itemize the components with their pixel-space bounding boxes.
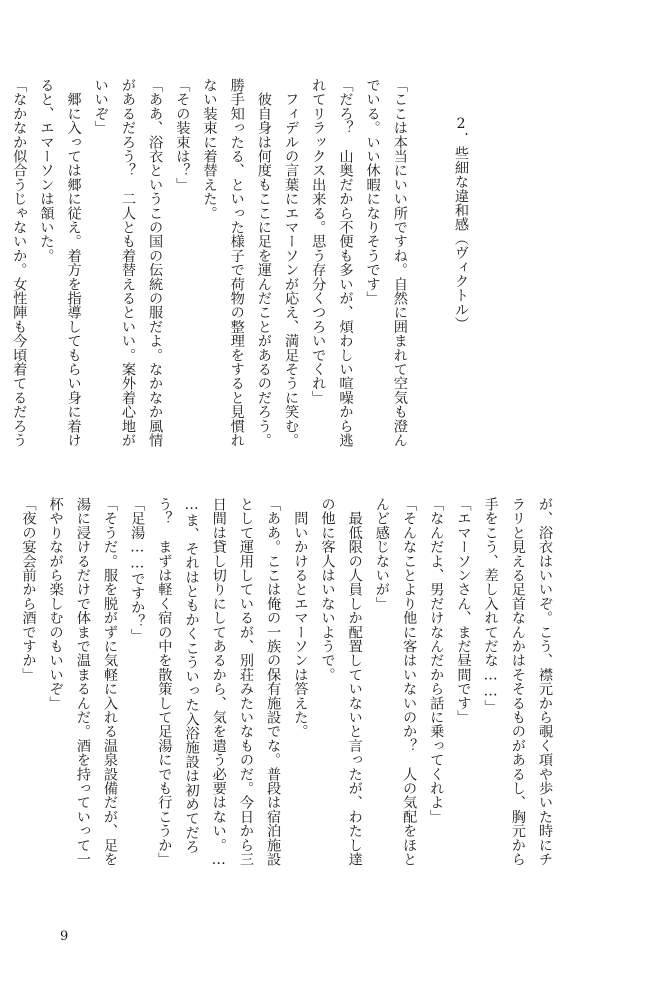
text-line: 杯やりながら楽しむのもいいぞ」 bbox=[47, 497, 64, 710]
text-line: として運用しているが、別荘みたいなものだ。今日から三 bbox=[237, 497, 254, 867]
text-line: 勝手知ったる、といった様子で荷物の整理をすると見慣れ bbox=[228, 78, 245, 448]
text-line: 問いかけるとエマーソンは答えた。 bbox=[292, 497, 309, 739]
text-line: う？ まずは軽く宿の中を散策して足湯にでも行こうか」 bbox=[156, 497, 173, 867]
text-line: ると、エマーソンは頷いた。 bbox=[38, 78, 55, 263]
text-line: 彼自身は何度もここに足を運んだことがあるのだろう。 bbox=[255, 78, 272, 448]
text-line: 湯に浸けるだけで体まで温まるんだ。酒を持っていって一 bbox=[74, 497, 91, 867]
text-line: ラリと見える足首なんかはそそるものがあるし、胸元から bbox=[509, 497, 526, 867]
text-line: いいぞ」 bbox=[92, 78, 109, 135]
text-line: 「だろ？ 山奥だから不便も多いが、煩わしい喧噪から逃 bbox=[337, 78, 354, 448]
text-line: 手をこう、差し入れてだな……」 bbox=[482, 497, 499, 714]
text-line: んど感じないが」 bbox=[373, 497, 390, 611]
text-line: …ま、それはともかくこういった入浴施設は初めてだろ bbox=[183, 497, 200, 854]
lower-text-block bbox=[14, 497, 558, 868]
upper-text-block bbox=[5, 78, 474, 448]
text-line: の他に客人はいないようで。 bbox=[319, 497, 336, 682]
text-line: が、浴衣はいいぞ。こう、襟元から覗く項や歩いた時にチ bbox=[537, 497, 553, 867]
text-line: 「ああ、浴衣というこの国の伝統の服だよ。なかなか風情 bbox=[147, 78, 164, 448]
text-line: 最低限の人員しか配置していないと言ったが、わたし達 bbox=[346, 497, 363, 867]
text-line: 「ああ。ここは俺の一族の保有施設でな。普段は宿泊施設 bbox=[265, 497, 282, 867]
text-line: 「そんなことより他に客はいないのか？ 人の気配をほと bbox=[401, 497, 418, 867]
page-number: 9 bbox=[60, 929, 69, 944]
text-line: 「夜の宴会前から酒ですか」 bbox=[20, 497, 37, 682]
text-line: ない装束に着替えた。 bbox=[201, 78, 218, 220]
text-line: 「エマーソンさん、まだ昼間です」 bbox=[455, 497, 472, 725]
text-line: れてリラックス出来る。思う存分くつろいでくれ」 bbox=[310, 78, 327, 405]
text-line: 「ここは本当にいい所ですね。自然に囲まれて空気も澄ん bbox=[391, 78, 408, 448]
text-line: 「なかなか似合うじゃないか。女性陣も今頃着てるだろう bbox=[11, 78, 28, 448]
text-line: フィデルの言葉にエマーソンが応え、満足そうに笑む。 bbox=[283, 78, 300, 448]
chapter-heading: 2．些細な違和感（ヴィクトル） bbox=[453, 116, 469, 331]
text-line: でいる。いい休暇になりそうです」 bbox=[364, 78, 381, 306]
text-line: があるだろう？ 二人とも着替えるといい。案外着心地が bbox=[119, 78, 136, 448]
text-line: 「その装束は？」 bbox=[174, 78, 191, 192]
text-line: 郷に入っては郷に従え。着方を指導してもらい身に着け bbox=[65, 78, 82, 448]
text-line: 「なんだよ、男だけなんだから話に乗ってくれよ」 bbox=[428, 497, 445, 824]
text-line: 「そうだ。服を脱がずに気軽に入れる温泉設備だが、足を bbox=[102, 497, 118, 867]
text-line: 「足湯……ですか？」 bbox=[129, 497, 146, 643]
text-line: 日間は貸し切りにしてあるから、気を遣う必要はない。… bbox=[210, 497, 227, 868]
